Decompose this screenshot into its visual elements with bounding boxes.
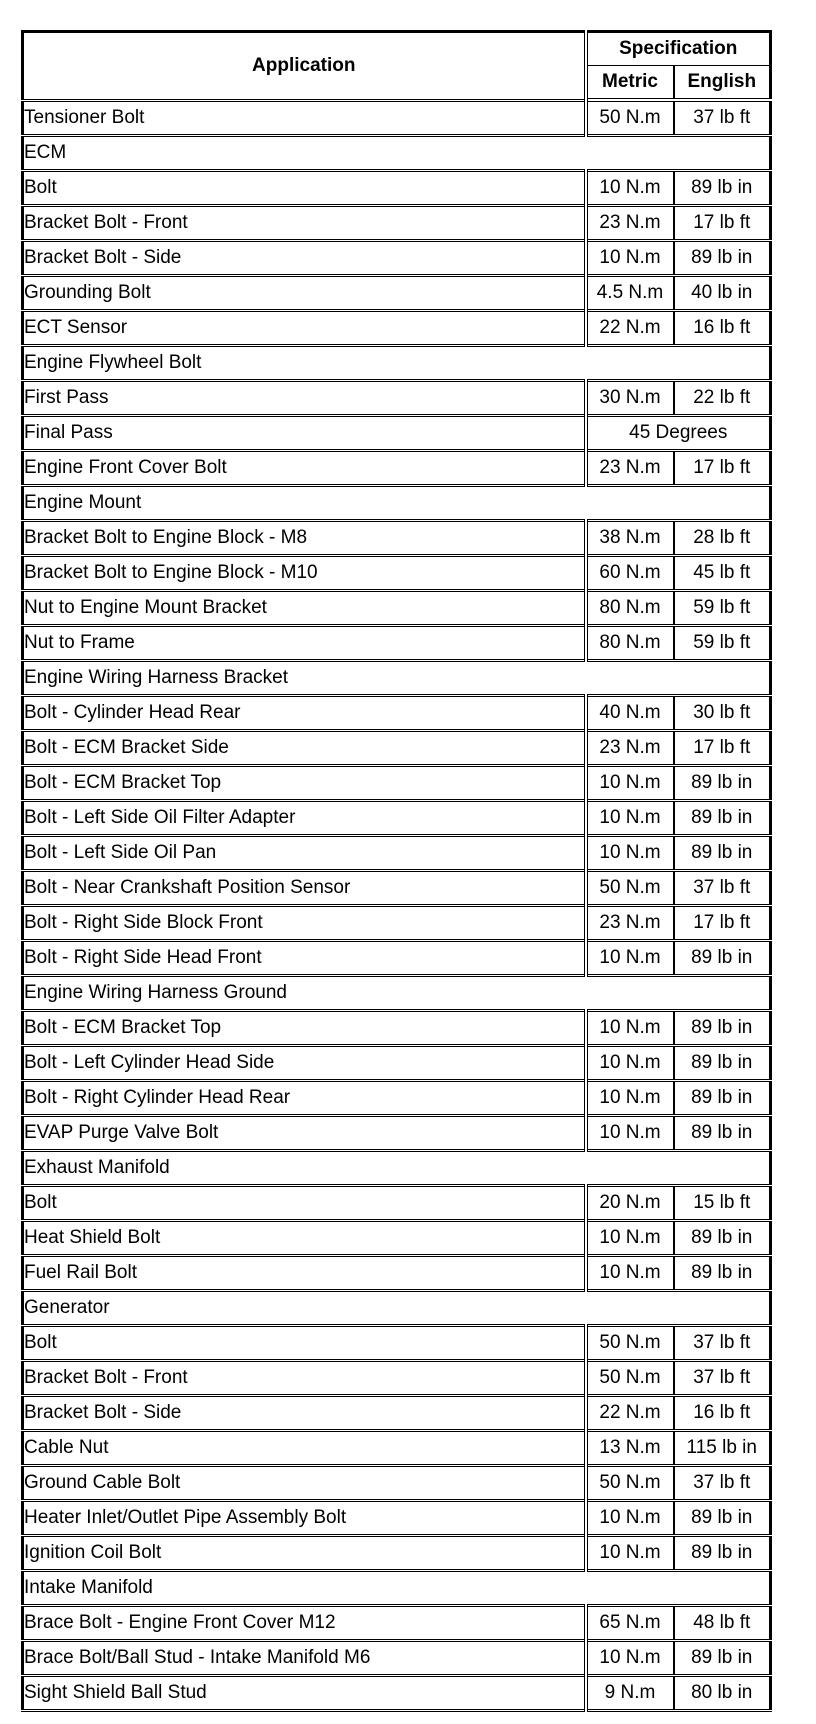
metric-cell: 10 N.m [586,1046,674,1081]
metric-cell: 80 N.m [586,591,674,626]
table-row [23,1046,771,1081]
english-cell: 45 lb ft [674,556,771,591]
english-cell: 59 lb ft [674,591,771,626]
metric-cell: 65 N.m [586,1606,674,1641]
metric-cell: 10 N.m [586,241,674,276]
application-cell: Bracket Bolt - Side [23,241,586,276]
group-label: Exhaust Manifold [23,1151,771,1186]
table-row [23,241,771,276]
application-cell: Bracket Bolt - Front [23,1361,586,1396]
english-cell: 28 lb ft [674,521,771,556]
group-label: Intake Manifold [23,1571,771,1606]
metric-cell: 10 N.m [586,1641,674,1676]
english-cell: 89 lb in [674,1116,771,1151]
application-cell: Bolt [23,1326,586,1361]
metric-cell: 10 N.m [586,941,674,976]
metric-cell: 22 N.m [586,311,674,346]
application-cell: Bolt - Near Crankshaft Position Sensor [23,871,586,906]
group-label: Engine Flywheel Bolt [23,346,771,381]
application-cell: Bolt - Cylinder Head Rear [23,696,586,731]
application-cell: Ground Cable Bolt [23,1466,586,1501]
group-row [23,661,771,696]
table-row [23,1536,771,1571]
english-cell: 89 lb in [674,1641,771,1676]
table-row [23,696,771,731]
english-cell: 16 lb ft [674,1396,771,1431]
table-row [23,276,771,311]
metric-cell: 4.5 N.m [586,276,674,311]
metric-cell: 10 N.m [586,1536,674,1571]
english-cell: 89 lb in [674,171,771,206]
group-label: ECM [23,136,771,171]
application-cell: First Pass [23,381,586,416]
metric-cell: 60 N.m [586,556,674,591]
table-row [23,1641,771,1676]
english-cell: 89 lb in [674,836,771,871]
metric-cell: 10 N.m [586,801,674,836]
metric-cell: 13 N.m [586,1431,674,1466]
table-row [23,1606,771,1641]
metric-cell: 23 N.m [586,451,674,486]
application-cell: Bracket Bolt to Engine Block - M10 [23,556,586,591]
table-row [23,556,771,591]
table-row [23,591,771,626]
english-cell: 15 lb ft [674,1186,771,1221]
metric-cell: 22 N.m [586,1396,674,1431]
metric-cell: 50 N.m [586,1326,674,1361]
metric-cell: 50 N.m [586,1361,674,1396]
english-cell: 17 lb ft [674,731,771,766]
merged-spec-cell: 45 Degrees [586,416,771,451]
application-cell: Bolt - Right Cylinder Head Rear [23,1081,586,1116]
metric-cell: 20 N.m [586,1186,674,1221]
application-cell: Bolt - ECM Bracket Side [23,731,586,766]
group-label: Engine Wiring Harness Bracket [23,661,771,696]
table-row [23,1326,771,1361]
english-cell: 59 lb ft [674,626,771,661]
english-cell: 40 lb in [674,276,771,311]
english-cell: 89 lb in [674,1011,771,1046]
group-row [23,1151,771,1186]
application-cell: EVAP Purge Valve Bolt [23,1116,586,1151]
table-row [23,766,771,801]
english-cell: 37 lb ft [674,1466,771,1501]
application-cell: Grounding Bolt [23,276,586,311]
table-row [23,1431,771,1466]
application-cell: ECT Sensor [23,311,586,346]
english-cell: 89 lb in [674,766,771,801]
table-body [23,100,771,1711]
header-row-top [23,32,771,66]
application-cell: Bolt [23,171,586,206]
group-label: Engine Wiring Harness Ground [23,976,771,1011]
table-header [23,32,771,101]
table-row [23,626,771,661]
english-cell: 37 lb ft [674,871,771,906]
application-cell: Bolt [23,1186,586,1221]
metric-cell: 10 N.m [586,1081,674,1116]
table-row [23,731,771,766]
group-label: Generator [23,1291,771,1326]
metric-cell: 80 N.m [586,626,674,661]
english-header: English [674,66,771,101]
english-cell: 37 lb ft [674,1326,771,1361]
application-cell: Final Pass [23,416,586,451]
metric-cell: 10 N.m [586,1501,674,1536]
metric-cell: 38 N.m [586,521,674,556]
metric-cell: 23 N.m [586,206,674,241]
table-row [23,871,771,906]
metric-cell: 10 N.m [586,1256,674,1291]
table-row [23,1676,771,1711]
table-row [23,941,771,976]
application-cell: Bolt - Left Cylinder Head Side [23,1046,586,1081]
application-cell: Bolt - ECM Bracket Top [23,1011,586,1046]
metric-cell: 23 N.m [586,906,674,941]
application-cell: Nut to Frame [23,626,586,661]
application-cell: Heater Inlet/Outlet Pipe Assembly Bolt [23,1501,586,1536]
metric-cell: 50 N.m [586,871,674,906]
application-cell: Engine Front Cover Bolt [23,451,586,486]
group-row [23,136,771,171]
group-row [23,486,771,521]
english-cell: 37 lb ft [674,1361,771,1396]
english-cell: 89 lb in [674,801,771,836]
table-row [23,906,771,941]
application-cell: Sight Shield Ball Stud [23,1676,586,1711]
group-label: Engine Mount [23,486,771,521]
application-cell: Tensioner Bolt [23,100,586,136]
application-cell: Bolt - Left Side Oil Pan [23,836,586,871]
table-row [23,1011,771,1046]
english-cell: 89 lb in [674,1536,771,1571]
table-row [23,451,771,486]
english-cell: 30 lb ft [674,696,771,731]
metric-header: Metric [586,66,674,101]
metric-cell: 10 N.m [586,836,674,871]
application-cell: Nut to Engine Mount Bracket [23,591,586,626]
application-cell: Bolt - ECM Bracket Top [23,766,586,801]
table-row [23,1081,771,1116]
table-row [23,1221,771,1256]
application-cell: Brace Bolt/Ball Stud - Intake Manifold M6 [23,1641,586,1676]
english-cell: 17 lb ft [674,451,771,486]
application-cell: Fuel Rail Bolt [23,1256,586,1291]
application-cell: Bracket Bolt - Front [23,206,586,241]
english-cell: 89 lb in [674,941,771,976]
table-row [23,381,771,416]
english-cell: 89 lb in [674,1256,771,1291]
table-row [23,1186,771,1221]
table-row [23,100,771,136]
metric-cell: 10 N.m [586,1011,674,1046]
metric-cell: 10 N.m [586,766,674,801]
application-cell: Heat Shield Bolt [23,1221,586,1256]
table-row [23,1396,771,1431]
application-cell: Bolt - Left Side Oil Filter Adapter [23,801,586,836]
application-cell: Bracket Bolt - Side [23,1396,586,1431]
table-row [23,206,771,241]
english-cell: 17 lb ft [674,906,771,941]
table-row [23,836,771,871]
table-row [23,1501,771,1536]
english-cell: 22 lb ft [674,381,771,416]
english-cell: 80 lb in [674,1676,771,1711]
table-row [23,1116,771,1151]
application-cell: Brace Bolt - Engine Front Cover M12 [23,1606,586,1641]
table-row [23,171,771,206]
english-cell: 115 lb in [674,1431,771,1466]
metric-cell: 40 N.m [586,696,674,731]
application-header: Application [23,32,586,101]
metric-cell: 10 N.m [586,171,674,206]
english-cell: 17 lb ft [674,206,771,241]
group-row [23,1571,771,1606]
table-row [23,521,771,556]
group-row [23,976,771,1011]
metric-cell: 50 N.m [586,1466,674,1501]
english-cell: 48 lb ft [674,1606,771,1641]
english-cell: 89 lb in [674,1221,771,1256]
metric-cell: 9 N.m [586,1676,674,1711]
english-cell: 16 lb ft [674,311,771,346]
application-cell: Bracket Bolt to Engine Block - M8 [23,521,586,556]
application-cell: Ignition Coil Bolt [23,1536,586,1571]
table-row [23,801,771,836]
table-row [23,1466,771,1501]
group-row [23,346,771,381]
table-row [23,1361,771,1396]
table-row [23,1256,771,1291]
application-cell: Bolt - Right Side Head Front [23,941,586,976]
english-cell: 37 lb ft [674,100,771,136]
metric-cell: 10 N.m [586,1116,674,1151]
english-cell: 89 lb in [674,1501,771,1536]
table-row [23,416,771,451]
metric-cell: 50 N.m [586,100,674,136]
metric-cell: 10 N.m [586,1221,674,1256]
application-cell: Bolt - Right Side Block Front [23,906,586,941]
specification-header: Specification [586,32,771,66]
metric-cell: 30 N.m [586,381,674,416]
english-cell: 89 lb in [674,1046,771,1081]
table-row [23,311,771,346]
metric-cell: 23 N.m [586,731,674,766]
english-cell: 89 lb in [674,1081,771,1116]
torque-spec-table [21,30,772,1712]
english-cell: 89 lb in [674,241,771,276]
group-row [23,1291,771,1326]
application-cell: Cable Nut [23,1431,586,1466]
